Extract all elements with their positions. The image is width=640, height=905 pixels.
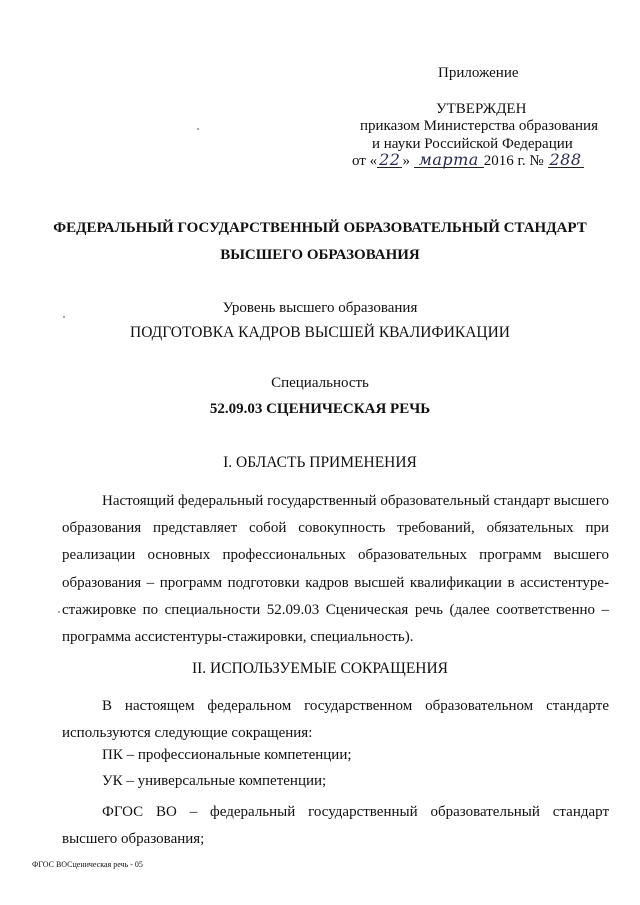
specialty-value: 52.09.03 СЦЕНИЧЕСКАЯ РЕЧЬ: [209, 401, 431, 417]
date-separator: »: [402, 153, 410, 169]
specialty-label: Специальность: [271, 375, 369, 391]
appendix-label: Приложение: [438, 65, 519, 81]
date-month-handwritten: марта: [414, 153, 484, 168]
section-2-title: II. ИСПОЛЬЗУЕМЫЕ СОКРАЩЕНИЯ: [191, 660, 449, 677]
order-line-1: приказом Министерства образования: [360, 118, 598, 134]
scan-speck: [197, 128, 199, 130]
scan-speck: [63, 316, 65, 318]
date-day-handwritten: 22: [379, 150, 401, 169]
approved-label: УТВЕРЖДЕН: [436, 101, 527, 117]
date-year: 2016 г. №: [483, 153, 544, 169]
scan-speck: [58, 611, 60, 613]
standard-title-line-1: ФЕДЕРАЛЬНЫЙ ГОСУДАРСТВЕННЫЙ ОБРАЗОВАТЕЛЬНЫЙ СТАНДАРТ: [53, 220, 587, 236]
standard-title-line-2: ВЫСШЕГО ОБРАЗОВАНИЯ: [220, 247, 420, 263]
section-2-intro: В настоящем федеральном государственном образовательном стандарте используются следующие сокращения:: [62, 698, 609, 742]
abbreviation-item: ФГОС ВО – федеральный государственный образовательный стандарт высшего образования;: [62, 804, 609, 848]
section-1-paragraph: Настоящий федеральный государственный образовательный стандарт высшего образования представляет собой совокупность требований, обязательных при реализации основных профессиональных образовательных программ высшего образования – программ подготовки кадров высшей квалификации в ассистентуре-стажировке по специальности 52.09.03 Сценическая речь (далее соответственно – программа ассистентуры-стажировки, специальность).: [62, 493, 609, 646]
abbreviation-item: УК – универсальные компетенции;: [102, 773, 327, 789]
abbreviation-item: ПК – профессиональные компетенции;: [102, 747, 352, 763]
order-number-handwritten: 288: [549, 150, 582, 169]
education-level-label: Уровень высшего образования: [222, 300, 418, 316]
page-footer: ФГОС ВОСценическая речь - 05: [32, 860, 143, 869]
date-prefix: от «: [352, 153, 378, 169]
order-date-line: [352, 150, 584, 170]
order-line-2: и науки Российской Федерации: [372, 136, 573, 152]
education-level-value: ПОДГОТОВКА КАДРОВ ВЫСШЕЙ КВАЛИФИКАЦИИ: [130, 324, 510, 341]
section-1-title: I. ОБЛАСТЬ ПРИМЕНЕНИЯ: [223, 454, 417, 471]
